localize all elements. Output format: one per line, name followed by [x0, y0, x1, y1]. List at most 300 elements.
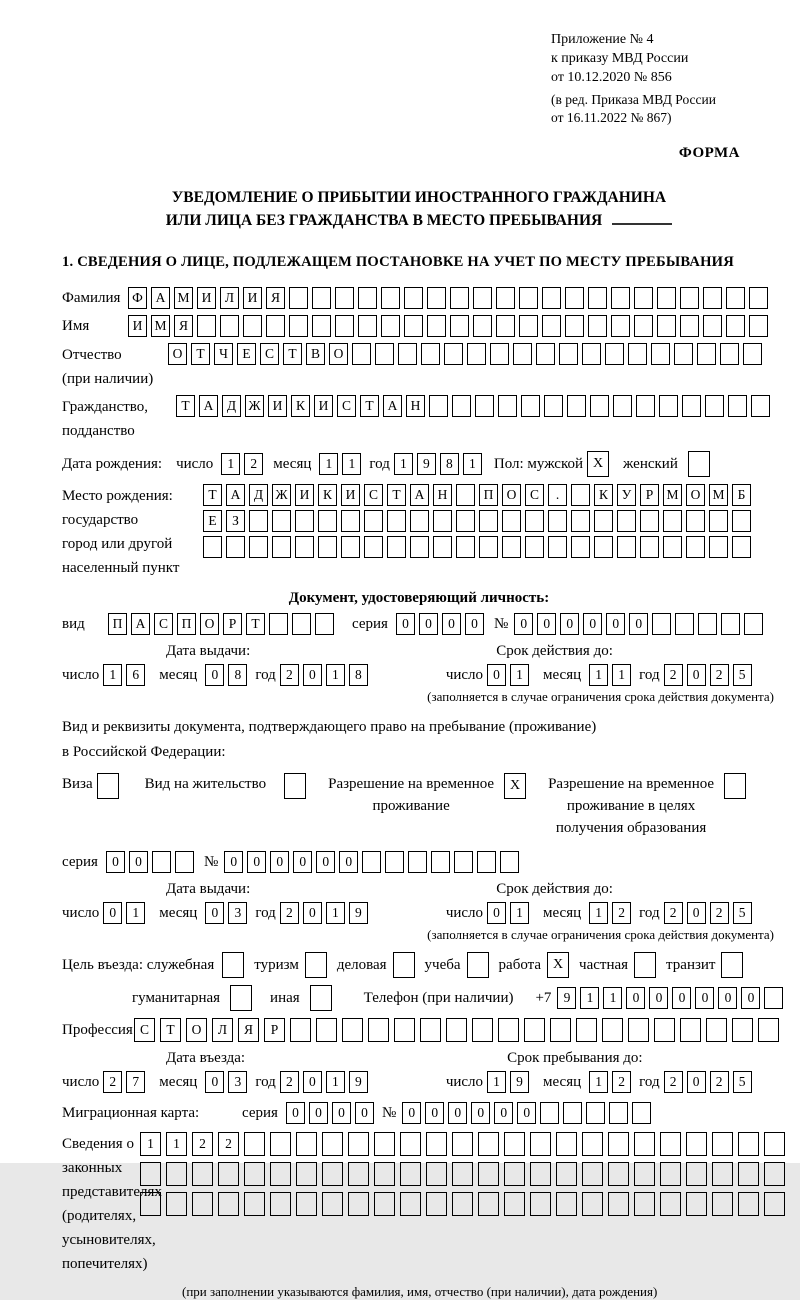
char-cell[interactable]	[348, 1162, 369, 1186]
char-cell[interactable]: Н	[433, 484, 452, 506]
char-cell[interactable]	[525, 536, 544, 558]
citizenship-cells[interactable]	[176, 395, 774, 417]
char-cell[interactable]: 0	[205, 1071, 224, 1093]
char-cell[interactable]	[712, 1192, 733, 1216]
char-cell[interactable]: 0	[687, 902, 706, 924]
char-cell[interactable]	[764, 1192, 785, 1216]
char-cell[interactable]: Т	[203, 484, 222, 506]
migration-series-cells[interactable]	[286, 1102, 378, 1124]
char-cell[interactable]	[289, 315, 308, 337]
char-cell[interactable]	[249, 536, 268, 558]
char-cell[interactable]	[192, 1162, 213, 1186]
char-cell[interactable]	[660, 1162, 681, 1186]
char-cell[interactable]	[602, 1018, 623, 1042]
char-cell[interactable]	[571, 536, 590, 558]
char-cell[interactable]	[322, 1162, 343, 1186]
char-cell[interactable]	[218, 1192, 239, 1216]
char-cell[interactable]: О	[200, 613, 219, 635]
char-cell[interactable]: М	[709, 484, 728, 506]
char-cell[interactable]	[698, 613, 717, 635]
char-cell[interactable]	[140, 1192, 161, 1216]
char-cell[interactable]	[556, 1162, 577, 1186]
char-cell[interactable]	[705, 395, 724, 417]
char-cell[interactable]: Я	[238, 1018, 259, 1042]
char-cell[interactable]: 1	[603, 987, 622, 1009]
char-cell[interactable]	[567, 395, 586, 417]
char-cell[interactable]	[498, 1018, 519, 1042]
char-cell[interactable]	[270, 1192, 291, 1216]
char-cell[interactable]: 0	[103, 902, 122, 924]
char-cell[interactable]	[559, 343, 578, 365]
char-cell[interactable]: X	[587, 451, 609, 477]
char-cell[interactable]	[565, 287, 584, 309]
char-cell[interactable]	[410, 510, 429, 532]
char-cell[interactable]	[548, 536, 567, 558]
char-cell[interactable]	[348, 1132, 369, 1156]
char-cell[interactable]	[594, 510, 613, 532]
char-cell[interactable]	[712, 1132, 733, 1156]
char-cell[interactable]: 0	[303, 902, 322, 924]
char-cell[interactable]	[316, 1018, 337, 1042]
char-cell[interactable]: 2	[280, 1071, 299, 1093]
char-cell[interactable]	[220, 315, 239, 337]
entry-month-cells[interactable]	[205, 1071, 251, 1093]
char-cell[interactable]	[749, 287, 768, 309]
birth-place-row2-cells[interactable]	[203, 510, 755, 532]
char-cell[interactable]	[764, 1162, 785, 1186]
purpose-other-checkbox[interactable]	[310, 985, 336, 1011]
name-cells[interactable]	[128, 315, 772, 337]
char-cell[interactable]	[341, 510, 360, 532]
char-cell[interactable]	[686, 510, 705, 532]
char-cell[interactable]	[479, 510, 498, 532]
stay-until-month-cells[interactable]	[589, 1071, 635, 1093]
char-cell[interactable]: С	[364, 484, 383, 506]
visa-checkbox[interactable]	[97, 773, 123, 799]
char-cell[interactable]	[542, 287, 561, 309]
char-cell[interactable]	[387, 510, 406, 532]
stay-issue-day-cells[interactable]	[103, 902, 149, 924]
char-cell[interactable]	[556, 1192, 577, 1216]
char-cell[interactable]	[342, 1018, 363, 1042]
char-cell[interactable]	[444, 343, 463, 365]
char-cell[interactable]	[341, 536, 360, 558]
char-cell[interactable]: 1	[463, 453, 482, 475]
char-cell[interactable]: А	[226, 484, 245, 506]
char-cell[interactable]	[743, 343, 762, 365]
char-cell[interactable]	[358, 315, 377, 337]
char-cell[interactable]	[613, 395, 632, 417]
char-cell[interactable]	[617, 536, 636, 558]
char-cell[interactable]	[611, 287, 630, 309]
char-cell[interactable]	[452, 1132, 473, 1156]
char-cell[interactable]	[651, 343, 670, 365]
char-cell[interactable]: 0	[303, 664, 322, 686]
char-cell[interactable]	[175, 851, 194, 873]
char-cell[interactable]: Е	[237, 343, 256, 365]
migration-number-cells[interactable]	[402, 1102, 655, 1124]
char-cell[interactable]: X	[504, 773, 526, 799]
char-cell[interactable]	[420, 1018, 441, 1042]
char-cell[interactable]: Р	[223, 613, 242, 635]
char-cell[interactable]	[738, 1162, 759, 1186]
char-cell[interactable]: С	[337, 395, 356, 417]
char-cell[interactable]: 0	[487, 664, 506, 686]
char-cell[interactable]	[530, 1132, 551, 1156]
char-cell[interactable]	[519, 315, 538, 337]
char-cell[interactable]: 0	[465, 613, 484, 635]
char-cell[interactable]: 0	[270, 851, 289, 873]
char-cell[interactable]	[721, 613, 740, 635]
char-cell[interactable]	[429, 395, 448, 417]
char-cell[interactable]: 0	[626, 987, 645, 1009]
char-cell[interactable]	[571, 510, 590, 532]
char-cell[interactable]: 8	[349, 664, 368, 686]
char-cell[interactable]	[421, 343, 440, 365]
char-cell[interactable]	[628, 343, 647, 365]
char-cell[interactable]	[426, 1132, 447, 1156]
char-cell[interactable]	[682, 395, 701, 417]
char-cell[interactable]	[751, 395, 770, 417]
char-cell[interactable]: 0	[448, 1102, 467, 1124]
char-cell[interactable]	[544, 395, 563, 417]
char-cell[interactable]	[608, 1132, 629, 1156]
char-cell[interactable]: 2	[280, 664, 299, 686]
representatives-row3-cells[interactable]	[140, 1192, 790, 1216]
char-cell[interactable]	[433, 510, 452, 532]
char-cell[interactable]	[709, 536, 728, 558]
char-cell[interactable]	[530, 1162, 551, 1186]
id-issue-day-cells[interactable]	[103, 664, 149, 686]
char-cell[interactable]	[243, 315, 262, 337]
char-cell[interactable]	[467, 343, 486, 365]
char-cell[interactable]: 0	[494, 1102, 513, 1124]
entry-day-cells[interactable]	[103, 1071, 149, 1093]
char-cell[interactable]	[318, 536, 337, 558]
char-cell[interactable]	[540, 1102, 559, 1124]
char-cell[interactable]: Д	[249, 484, 268, 506]
char-cell[interactable]: 0	[339, 851, 358, 873]
char-cell[interactable]: 1	[394, 453, 413, 475]
char-cell[interactable]	[427, 287, 446, 309]
char-cell[interactable]	[588, 287, 607, 309]
char-cell[interactable]: С	[154, 613, 173, 635]
char-cell[interactable]	[732, 536, 751, 558]
char-cell[interactable]	[703, 315, 722, 337]
char-cell[interactable]: 0	[672, 987, 691, 1009]
char-cell[interactable]: 9	[510, 1071, 529, 1093]
char-cell[interactable]	[296, 1162, 317, 1186]
char-cell[interactable]: 1	[589, 664, 608, 686]
char-cell[interactable]	[152, 851, 171, 873]
char-cell[interactable]: Т	[360, 395, 379, 417]
char-cell[interactable]	[272, 536, 291, 558]
char-cell[interactable]: У	[617, 484, 636, 506]
char-cell[interactable]: 2	[280, 902, 299, 924]
char-cell[interactable]	[588, 315, 607, 337]
char-cell[interactable]	[728, 395, 747, 417]
char-cell[interactable]: 2	[710, 902, 729, 924]
char-cell[interactable]	[374, 1162, 395, 1186]
stay-until-year-cells[interactable]	[664, 1071, 756, 1093]
char-cell[interactable]: В	[306, 343, 325, 365]
char-cell[interactable]	[446, 1018, 467, 1042]
char-cell[interactable]: М	[663, 484, 682, 506]
char-cell[interactable]	[706, 1018, 727, 1042]
char-cell[interactable]: 1	[510, 902, 529, 924]
char-cell[interactable]	[381, 287, 400, 309]
char-cell[interactable]	[335, 287, 354, 309]
char-cell[interactable]: 2	[192, 1132, 213, 1156]
char-cell[interactable]	[249, 510, 268, 532]
char-cell[interactable]	[744, 613, 763, 635]
profession-cells[interactable]	[134, 1018, 784, 1042]
char-cell[interactable]	[688, 451, 710, 477]
char-cell[interactable]	[496, 287, 515, 309]
char-cell[interactable]: О	[502, 484, 521, 506]
char-cell[interactable]	[490, 343, 509, 365]
char-cell[interactable]: 8	[440, 453, 459, 475]
char-cell[interactable]: 0	[649, 987, 668, 1009]
char-cell[interactable]	[97, 773, 119, 799]
char-cell[interactable]: 0	[687, 664, 706, 686]
char-cell[interactable]	[222, 952, 244, 978]
char-cell[interactable]	[634, 1192, 655, 1216]
char-cell[interactable]: 0	[355, 1102, 374, 1124]
char-cell[interactable]: 2	[244, 453, 263, 475]
char-cell[interactable]	[654, 1018, 675, 1042]
purpose-humanitarian-checkbox[interactable]	[230, 985, 256, 1011]
char-cell[interactable]: 0	[309, 1102, 328, 1124]
char-cell[interactable]	[582, 1192, 603, 1216]
char-cell[interactable]: 1	[326, 664, 345, 686]
char-cell[interactable]	[478, 1132, 499, 1156]
char-cell[interactable]	[608, 1162, 629, 1186]
char-cell[interactable]	[634, 287, 653, 309]
char-cell[interactable]	[394, 1018, 415, 1042]
char-cell[interactable]: 0	[129, 851, 148, 873]
char-cell[interactable]: 0	[517, 1102, 536, 1124]
char-cell[interactable]	[479, 536, 498, 558]
char-cell[interactable]	[312, 315, 331, 337]
char-cell[interactable]	[640, 510, 659, 532]
char-cell[interactable]: И	[268, 395, 287, 417]
char-cell[interactable]	[192, 1192, 213, 1216]
char-cell[interactable]	[617, 510, 636, 532]
char-cell[interactable]	[166, 1192, 187, 1216]
purpose-study-checkbox[interactable]	[467, 952, 493, 978]
char-cell[interactable]	[582, 1132, 603, 1156]
stay-valid-month-cells[interactable]	[589, 902, 635, 924]
char-cell[interactable]	[218, 1162, 239, 1186]
char-cell[interactable]: 2	[664, 902, 683, 924]
char-cell[interactable]: 2	[103, 1071, 122, 1093]
char-cell[interactable]: Б	[732, 484, 751, 506]
char-cell[interactable]	[663, 510, 682, 532]
char-cell[interactable]: Т	[191, 343, 210, 365]
char-cell[interactable]	[400, 1162, 421, 1186]
char-cell[interactable]: Т	[387, 484, 406, 506]
char-cell[interactable]: А	[383, 395, 402, 417]
char-cell[interactable]	[166, 1162, 187, 1186]
char-cell[interactable]	[305, 952, 327, 978]
char-cell[interactable]: Ч	[214, 343, 233, 365]
char-cell[interactable]	[454, 851, 473, 873]
char-cell[interactable]	[502, 510, 521, 532]
representatives-row2-cells[interactable]	[140, 1162, 790, 1186]
char-cell[interactable]	[634, 315, 653, 337]
char-cell[interactable]: Т	[283, 343, 302, 365]
char-cell[interactable]	[456, 510, 475, 532]
char-cell[interactable]: 2	[710, 664, 729, 686]
residence-permit-checkbox[interactable]	[284, 773, 310, 799]
char-cell[interactable]	[473, 315, 492, 337]
char-cell[interactable]	[408, 851, 427, 873]
char-cell[interactable]	[680, 1018, 701, 1042]
sex-male-checkbox[interactable]	[587, 451, 613, 477]
char-cell[interactable]	[467, 952, 489, 978]
char-cell[interactable]	[381, 315, 400, 337]
char-cell[interactable]	[404, 315, 423, 337]
char-cell[interactable]	[675, 613, 694, 635]
char-cell[interactable]	[724, 773, 746, 799]
char-cell[interactable]	[387, 536, 406, 558]
char-cell[interactable]: А	[199, 395, 218, 417]
char-cell[interactable]: 2	[218, 1132, 239, 1156]
char-cell[interactable]	[721, 952, 743, 978]
char-cell[interactable]: П	[108, 613, 127, 635]
char-cell[interactable]: 0	[487, 902, 506, 924]
birth-month-cells[interactable]	[319, 453, 365, 475]
char-cell[interactable]	[310, 985, 332, 1011]
char-cell[interactable]	[358, 287, 377, 309]
char-cell[interactable]: С	[525, 484, 544, 506]
char-cell[interactable]	[697, 343, 716, 365]
char-cell[interactable]	[244, 1162, 265, 1186]
char-cell[interactable]	[374, 1132, 395, 1156]
char-cell[interactable]	[548, 510, 567, 532]
surname-cells[interactable]	[128, 287, 772, 309]
patronymic-cells[interactable]	[168, 343, 766, 365]
char-cell[interactable]: Ф	[128, 287, 147, 309]
char-cell[interactable]	[318, 510, 337, 532]
char-cell[interactable]	[450, 315, 469, 337]
char-cell[interactable]: 1	[103, 664, 122, 686]
char-cell[interactable]: Р	[264, 1018, 285, 1042]
char-cell[interactable]: 1	[326, 902, 345, 924]
char-cell[interactable]: 7	[126, 1071, 145, 1093]
char-cell[interactable]: О	[186, 1018, 207, 1042]
stay-series-cells[interactable]	[106, 851, 198, 873]
char-cell[interactable]: 0	[560, 613, 579, 635]
char-cell[interactable]: 0	[247, 851, 266, 873]
id-series-cells[interactable]	[396, 613, 488, 635]
char-cell[interactable]: 9	[417, 453, 436, 475]
char-cell[interactable]	[230, 985, 252, 1011]
char-cell[interactable]	[609, 1102, 628, 1124]
purpose-tourism-checkbox[interactable]	[305, 952, 331, 978]
char-cell[interactable]	[504, 1132, 525, 1156]
char-cell[interactable]: Я	[174, 315, 193, 337]
char-cell[interactable]: З	[226, 510, 245, 532]
char-cell[interactable]: К	[318, 484, 337, 506]
char-cell[interactable]	[519, 287, 538, 309]
char-cell[interactable]	[272, 510, 291, 532]
char-cell[interactable]	[550, 1018, 571, 1042]
char-cell[interactable]: 3	[228, 902, 247, 924]
char-cell[interactable]	[478, 1162, 499, 1186]
char-cell[interactable]	[680, 287, 699, 309]
char-cell[interactable]	[426, 1162, 447, 1186]
phone-cells[interactable]	[557, 987, 787, 1009]
char-cell[interactable]: Т	[160, 1018, 181, 1042]
char-cell[interactable]: Я	[266, 287, 285, 309]
char-cell[interactable]	[660, 1132, 681, 1156]
char-cell[interactable]: О	[686, 484, 705, 506]
char-cell[interactable]: Ж	[245, 395, 264, 417]
char-cell[interactable]: Ж	[272, 484, 291, 506]
char-cell[interactable]: К	[594, 484, 613, 506]
char-cell[interactable]: К	[291, 395, 310, 417]
char-cell[interactable]	[498, 395, 517, 417]
char-cell[interactable]: П	[177, 613, 196, 635]
id-issue-month-cells[interactable]	[205, 664, 251, 686]
char-cell[interactable]	[197, 315, 216, 337]
char-cell[interactable]	[269, 613, 288, 635]
char-cell[interactable]	[393, 952, 415, 978]
char-cell[interactable]: 2	[612, 902, 631, 924]
char-cell[interactable]: 2	[664, 1071, 683, 1093]
representatives-row1-cells[interactable]	[140, 1132, 790, 1156]
id-valid-month-cells[interactable]	[589, 664, 635, 686]
char-cell[interactable]: 5	[733, 902, 752, 924]
char-cell[interactable]	[322, 1132, 343, 1156]
char-cell[interactable]	[296, 1132, 317, 1156]
id-kind-cells[interactable]	[108, 613, 338, 635]
char-cell[interactable]	[524, 1018, 545, 1042]
char-cell[interactable]: 0	[286, 1102, 305, 1124]
char-cell[interactable]	[374, 1192, 395, 1216]
char-cell[interactable]: 1	[221, 453, 240, 475]
char-cell[interactable]	[284, 773, 306, 799]
char-cell[interactable]: 0	[718, 987, 737, 1009]
char-cell[interactable]	[398, 343, 417, 365]
char-cell[interactable]: 1	[612, 664, 631, 686]
char-cell[interactable]	[473, 287, 492, 309]
char-cell[interactable]	[244, 1192, 265, 1216]
char-cell[interactable]: 0	[332, 1102, 351, 1124]
char-cell[interactable]	[431, 851, 450, 873]
char-cell[interactable]	[368, 1018, 389, 1042]
char-cell[interactable]	[652, 613, 671, 635]
char-cell[interactable]: 1	[342, 453, 361, 475]
char-cell[interactable]	[726, 315, 745, 337]
char-cell[interactable]: 1	[487, 1071, 506, 1093]
char-cell[interactable]: 0	[419, 613, 438, 635]
char-cell[interactable]	[270, 1162, 291, 1186]
char-cell[interactable]	[764, 987, 783, 1009]
char-cell[interactable]: И	[128, 315, 147, 337]
char-cell[interactable]: 0	[471, 1102, 490, 1124]
char-cell[interactable]: Р	[640, 484, 659, 506]
char-cell[interactable]: 0	[687, 1071, 706, 1093]
birth-day-cells[interactable]	[221, 453, 267, 475]
char-cell[interactable]	[663, 536, 682, 558]
char-cell[interactable]	[452, 395, 471, 417]
char-cell[interactable]: Д	[222, 395, 241, 417]
char-cell[interactable]	[680, 315, 699, 337]
rvp-edu-checkbox[interactable]	[724, 773, 750, 799]
